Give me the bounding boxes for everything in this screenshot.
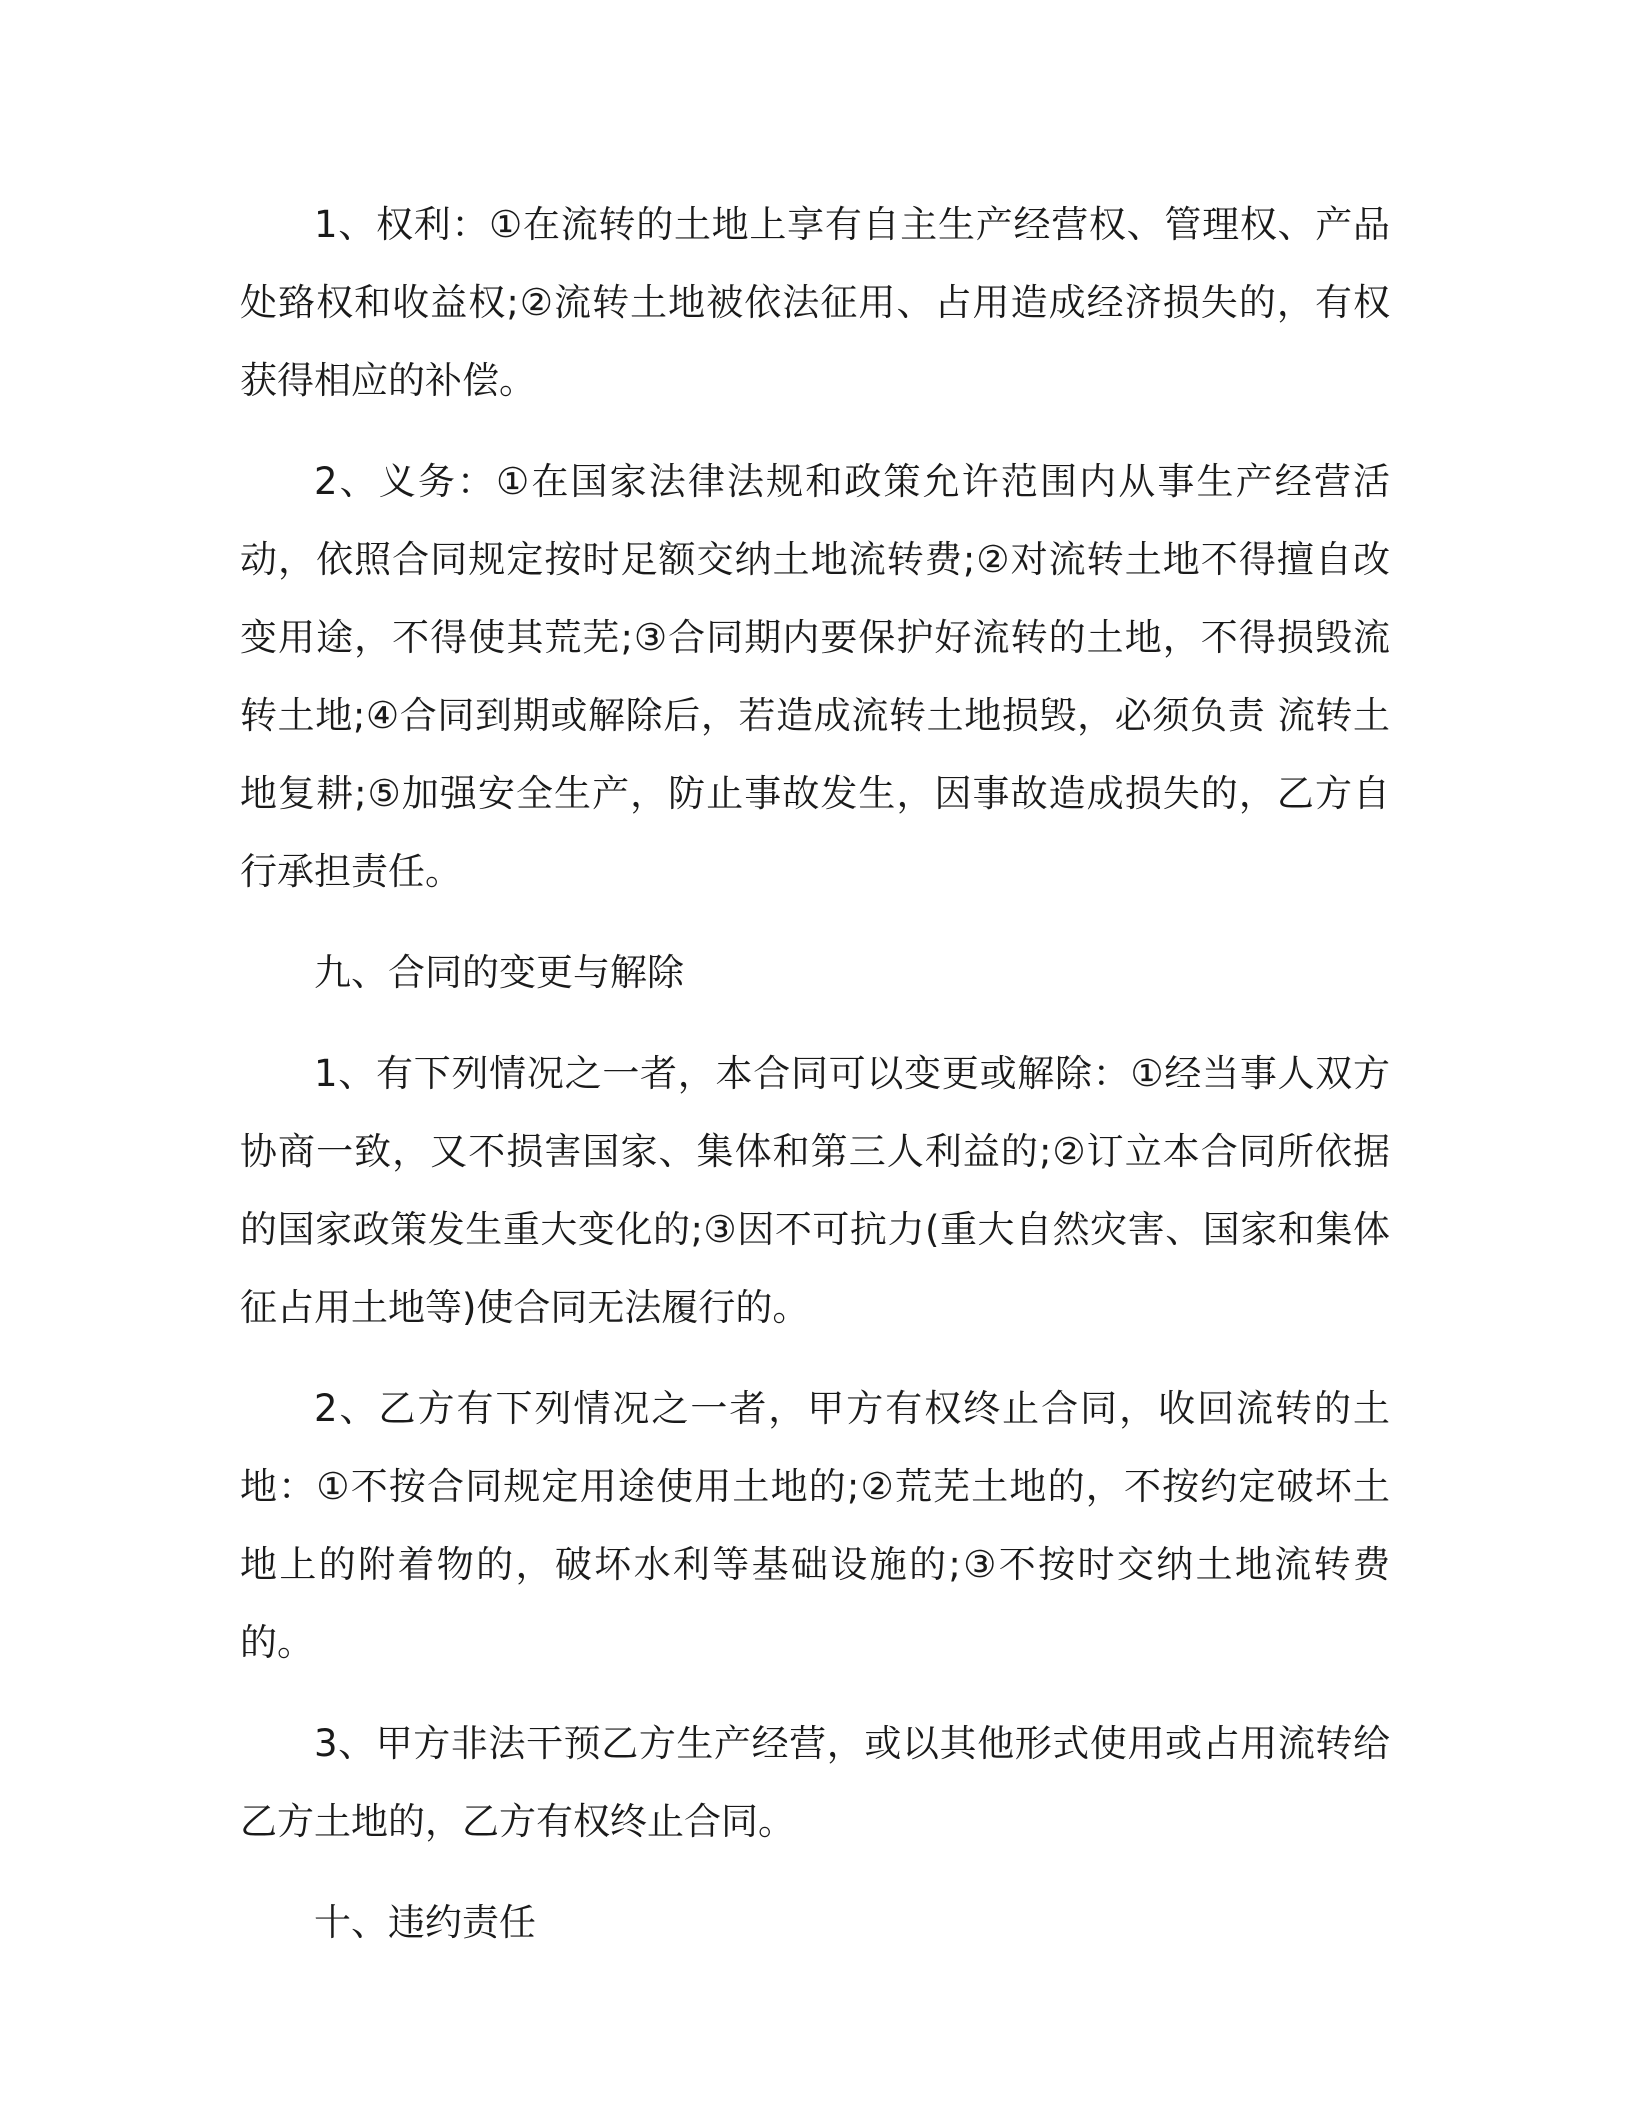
paragraph-spacer xyxy=(240,911,1390,934)
paragraph-spacer xyxy=(240,1682,1390,1705)
paragraph-spacer xyxy=(240,1861,1390,1884)
paragraph-spacer xyxy=(240,1347,1390,1370)
section-heading-ten: 十、违约责任 xyxy=(314,1901,536,1944)
change-termination-paragraph-1: 1、有下列情况之一者，本合同可以变更或解除：①经当事人双方协商一致，又不损害国家、集体和第三人利益的;②订立本合同所依据的国家政策发生重大变化的;③因不可抗力(重大自然灾害、国家和集体征占用土地等)使合同无法履行的。 xyxy=(240,1052,1390,1329)
paragraph-spacer xyxy=(240,1012,1390,1035)
obligations-paragraph: 2、义务：①在国家法律法规和政策允许范围内从事生产经营活动，依照合同规定按时足额交纳土地流转费;②对流转土地不得擅自改变用途，不得使其荒芜;③合同期内要保护好流转的土地，不得损毁流转土地;④合同到期或解除后，若造成流转土地损毁，必须负责 流转土地复耕;⑤加强安全生产，防止事故发生，因事故造成损失的，乙方自行承担责任。 xyxy=(240,460,1390,893)
section-heading-nine: 九、合同的变更与解除 xyxy=(314,951,684,994)
change-termination-paragraph-2: 2、乙方有下列情况之一者，甲方有权终止合同，收回流转的土地：①不按合同规定用途使用土地的;②荒芜土地的，不按约定破坏土地上的附着物的，破坏水利等基础设施的;③不按时交纳土地流转费的。 xyxy=(240,1387,1390,1664)
paragraph-spacer xyxy=(240,420,1390,443)
document-body xyxy=(240,186,1390,1962)
change-termination-paragraph-3: 3、甲方非法干预乙方生产经营，或以其他形式使用或占用流转给乙方土地的，乙方有权终止合同。 xyxy=(240,1722,1390,1843)
rights-paragraph: 1、权利：①在流转的土地上享有自主生产经营权、管理权、产品处臵权和收益权;②流转土地被依法征用、占用造成经济损失的，有权获得相应的补偿。 xyxy=(240,203,1390,402)
